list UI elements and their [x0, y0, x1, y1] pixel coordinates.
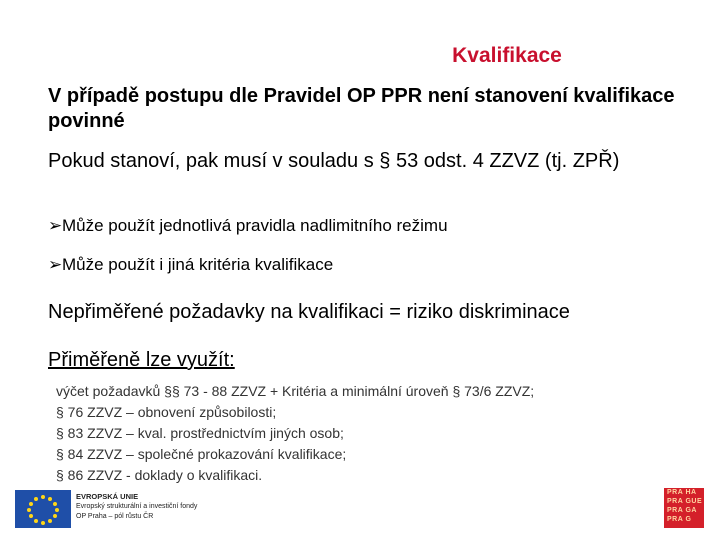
- paragraph-risk: Nepřiměřené požadavky na kvalifikaci = riziko diskriminace: [48, 301, 570, 323]
- regulation-list: [56, 381, 534, 486]
- list-item: výčet požadavků §§ 73 - 88 ZZVZ + Kritéria a minimální úroveň § 73/6 ZZVZ;: [56, 383, 535, 399]
- praha-logo: PRA HA PRA GUE PRA GA PRA G: [664, 488, 704, 528]
- list-item: § 83 ZZVZ – kval. prostřednictvím jiných osob;: [56, 425, 344, 441]
- slide-title: Kvalifikace: [452, 44, 562, 67]
- list-item: § 76 ZZVZ – obnovení způsobilosti;: [56, 404, 277, 420]
- arrow-bullet-icon: ➢: [48, 255, 63, 274]
- arrow-bullet-icon: ➢: [48, 216, 63, 235]
- list-item: § 84 ZZVZ – společné prokazování kvalifikace;: [56, 446, 347, 462]
- paragraph-usable: Přiměřeně lze využít:: [48, 349, 235, 371]
- slide-heading: V případě postupu dle Pravidel OP PPR není stanovení kvalifikace povinné: [48, 85, 675, 132]
- list-item: § 86 ZZVZ - doklady o kvalifikaci.: [56, 467, 263, 483]
- paragraph-conditions: Pokud stanoví, pak musí v souladu s § 53 odst. 4 ZZVZ (tj. ZPŘ): [48, 150, 620, 172]
- footer: [12, 488, 712, 532]
- bullet-item: ➢Může použít i jiná kritéria kvalifikace: [48, 255, 334, 274]
- bullet-item: ➢Může použít jednotlivá pravidla nadlimitního režimu: [48, 216, 448, 235]
- eu-flag-icon: [15, 490, 71, 528]
- eu-logo-text: EVROPSKÁ UNIE Evropský strukturální a investiční fondy OP Praha – pól růstu ČR: [76, 492, 198, 520]
